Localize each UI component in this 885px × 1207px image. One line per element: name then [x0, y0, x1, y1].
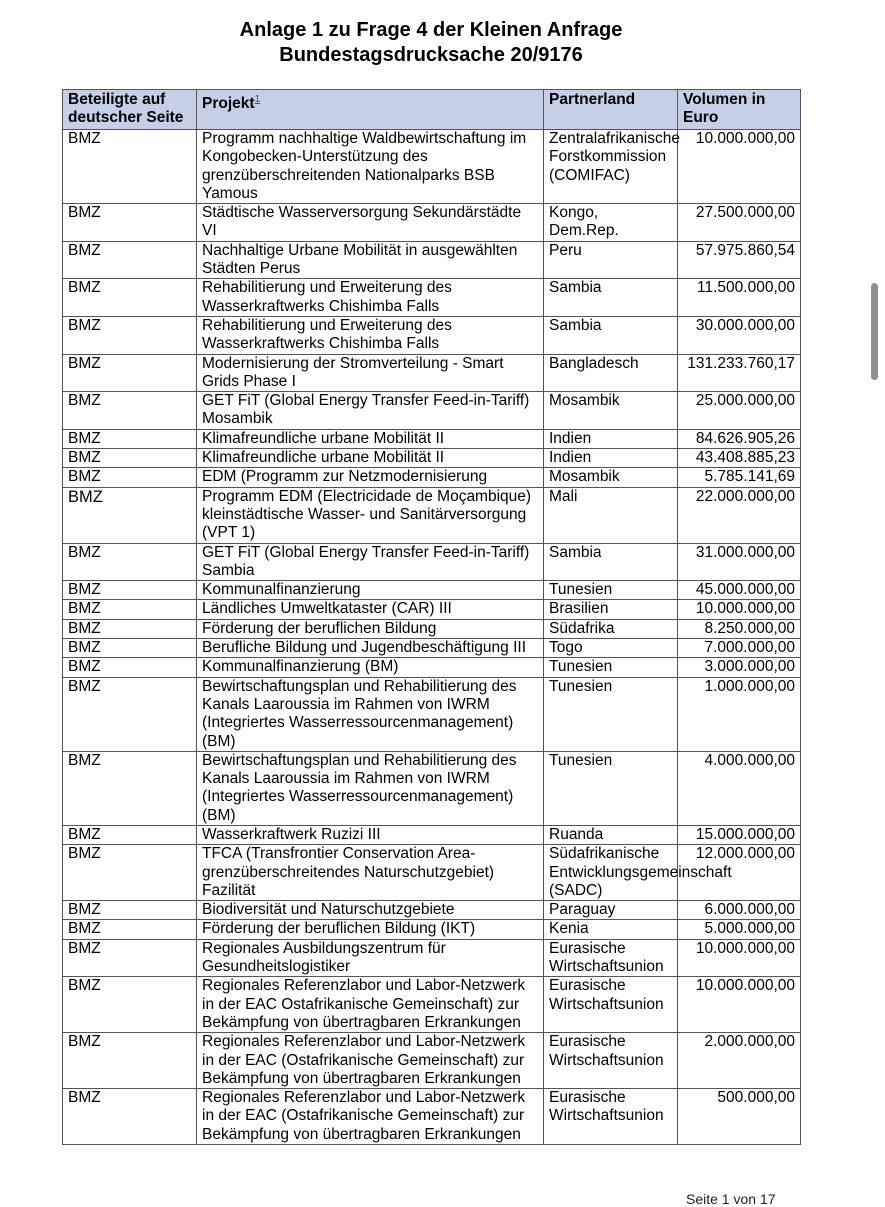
cell-institution: BMZ [63, 429, 197, 448]
cell-partner: Mosambik [544, 392, 678, 430]
cell-project: Modernisierung der Stromverteilung - Smart Grids Phase I [197, 354, 544, 392]
cell-volume: 2.000.000,00 [678, 1033, 801, 1089]
cell-volume: 22.000.000,00 [678, 487, 801, 543]
cell-volume: 131.233.760,17 [678, 354, 801, 392]
cell-volume: 5.000.000,00 [678, 920, 801, 939]
table-row [63, 130, 801, 204]
cell-institution: BMZ [63, 279, 197, 317]
cell-project: Rehabilitierung und Erweiterung des Wasserkraftwerks Chishimba Falls [197, 279, 544, 317]
cell-institution: BMZ [63, 619, 197, 638]
footnote-link[interactable]: 1 [254, 94, 261, 105]
cell-institution: BMZ [63, 354, 197, 392]
table-row [63, 449, 801, 468]
header-project-label: Projekt [202, 95, 255, 113]
cell-project: Bewirtschaftungsplan und Rehabilitierung des Kanals Laaroussia im Rahmen von IWRM (Integriertes Wasserressourcenmanagement) (BM) [197, 677, 544, 751]
page-number: Seite 1 von 17 [686, 1191, 776, 1207]
cell-partner: Mali [544, 487, 678, 543]
cell-volume: 10.000.000,00 [678, 939, 801, 977]
cell-institution: BMZ [63, 204, 197, 242]
cell-project: Programm nachhaltige Waldbewirtschaftung im Kongobecken-Unterstützung des grenzüberschreitenden Nationalparks BSB Yamous [197, 130, 544, 204]
cell-volume: 4.000.000,00 [678, 751, 801, 825]
cell-institution: BMZ [63, 581, 197, 600]
cell-partner: Bangladesch [544, 354, 678, 392]
cell-institution: BMZ [63, 600, 197, 619]
cell-partner: Zentralafrikanische Forstkommission (COMIFAC) [544, 130, 678, 204]
cell-project: EDM (Programm zur Netzmodernisierung [197, 468, 544, 487]
table-row [63, 487, 801, 543]
table-row [63, 241, 801, 279]
cell-project: Förderung der beruflichen Bildung (IKT) [197, 920, 544, 939]
cell-partner: Tunesien [544, 658, 678, 677]
cell-volume: 10.000.000,00 [678, 600, 801, 619]
cell-volume: 25.000.000,00 [678, 392, 801, 430]
cell-project: Regionales Referenzlabor und Labor-Netzwerk in der EAC (Ostafrikanische Gemeinschaft) zur Bekämpfung von übertragbaren Erkrankungen [197, 1089, 544, 1145]
title-line-1: Anlage 1 zu Frage 4 der Kleinen Anfrage [239, 19, 623, 41]
cell-volume: 10.000.000,00 [678, 130, 801, 204]
table-row [63, 658, 801, 677]
cell-project: Regionales Ausbildungszentrum für Gesundheitslogistiker [197, 939, 544, 977]
cell-volume: 3.000.000,00 [678, 658, 801, 677]
cell-institution: BMZ [63, 751, 197, 825]
table-row [63, 751, 801, 825]
cell-partner: Südafrika [544, 619, 678, 638]
cell-project: Klimafreundliche urbane Mobilität II [197, 449, 544, 468]
cell-institution: BMZ [63, 639, 197, 658]
table-row [63, 1089, 801, 1145]
cell-partner: Brasilien [544, 600, 678, 619]
cell-project: GET FiT (Global Energy Transfer Feed-in-Tariff) Sambia [197, 543, 544, 581]
cell-volume: 500.000,00 [678, 1089, 801, 1145]
table-row [63, 429, 801, 448]
cell-project: Bewirtschaftungsplan und Rehabilitierung des Kanals Laaroussia im Rahmen von IWRM (Integriertes Wasserressourcenmanagement) (BM) [197, 751, 544, 825]
cell-institution: BMZ [63, 1033, 197, 1089]
header-partner: Partnerland [544, 90, 678, 130]
cell-volume: 5.785.141,69 [678, 468, 801, 487]
cell-project: Kommunalfinanzierung (BM) [197, 658, 544, 677]
cell-volume: 1.000.000,00 [678, 677, 801, 751]
cell-volume: 30.000.000,00 [678, 316, 801, 354]
cell-partner: Tunesien [544, 751, 678, 825]
cell-volume: 11.500.000,00 [678, 279, 801, 317]
table-row [63, 939, 801, 977]
cell-institution: BMZ [63, 449, 197, 468]
cell-institution: BMZ [63, 487, 197, 543]
table-row [63, 619, 801, 638]
cell-volume: 7.000.000,00 [678, 639, 801, 658]
header-institution: Beteiligte auf deutscher Seite [63, 90, 197, 130]
cell-volume: 15.000.000,00 [678, 825, 801, 844]
cell-institution: BMZ [63, 543, 197, 581]
document-title [0, 18, 862, 68]
cell-project: Klimafreundliche urbane Mobilität II [197, 429, 544, 448]
cell-volume: 6.000.000,00 [678, 901, 801, 920]
table-row [63, 1033, 801, 1089]
title-line-2: Bundestagsdrucksache 20/9176 [279, 44, 583, 66]
cell-institution: BMZ [63, 939, 197, 977]
scrollbar-thumb[interactable] [871, 283, 878, 380]
cell-volume: 31.000.000,00 [678, 543, 801, 581]
projects-table [62, 89, 801, 1145]
cell-volume: 27.500.000,00 [678, 204, 801, 242]
cell-institution: BMZ [63, 241, 197, 279]
cell-project: Biodiversität und Naturschutzgebiete [197, 901, 544, 920]
cell-project: GET FiT (Global Energy Transfer Feed-in-Tariff) Mosambik [197, 392, 544, 430]
table-row [63, 677, 801, 751]
cell-partner: Kongo, Dem.Rep. [544, 204, 678, 242]
cell-partner: Ruanda [544, 825, 678, 844]
table-row [63, 600, 801, 619]
cell-partner: Sambia [544, 543, 678, 581]
cell-partner: Togo [544, 639, 678, 658]
cell-volume: 8.250.000,00 [678, 619, 801, 638]
cell-partner: Südafrikanische Entwicklungsgemeinschaft (SADC) [544, 845, 678, 901]
table-row [63, 543, 801, 581]
table-row [63, 354, 801, 392]
header-volume: Volumen in Euro [678, 90, 801, 130]
table-row [63, 279, 801, 317]
header-project [197, 90, 544, 130]
cell-institution: BMZ [63, 920, 197, 939]
cell-project: Kommunalfinanzierung [197, 581, 544, 600]
table-row [63, 845, 801, 901]
cell-project: Regionales Referenzlabor und Labor-Netzwerk in der EAC Ostafrikanische Gemeinschaft) zur Bekämpfung von übertragbaren Erkrankungen [197, 977, 544, 1033]
cell-project: Regionales Referenzlabor und Labor-Netzwerk in der EAC (Ostafrikanische Gemeinschaft) zur Bekämpfung von übertragbaren Erkrankungen [197, 1033, 544, 1089]
cell-project: Städtische Wasserversorgung Sekundärstädte VI [197, 204, 544, 242]
table-row [63, 316, 801, 354]
table-row [63, 581, 801, 600]
table-row [63, 901, 801, 920]
table-row [63, 204, 801, 242]
cell-volume: 12.000.000,00 [678, 845, 801, 901]
cell-project: Wasserkraftwerk Ruzizi III [197, 825, 544, 844]
table-body [63, 130, 801, 1145]
cell-project: Programm EDM (Electricidade de Moçambique) kleinstädtische Wasser- und Sanitärversorgung (VPT 1) [197, 487, 544, 543]
cell-institution: BMZ [63, 825, 197, 844]
cell-volume: 43.408.885,23 [678, 449, 801, 468]
cell-institution: BMZ [63, 677, 197, 751]
cell-institution: BMZ [63, 845, 197, 901]
cell-project: Rehabilitierung und Erweiterung des Wasserkraftwerks Chishimba Falls [197, 316, 544, 354]
cell-institution: BMZ [63, 392, 197, 430]
cell-institution: BMZ [63, 468, 197, 487]
cell-partner: Sambia [544, 316, 678, 354]
cell-partner: Sambia [544, 279, 678, 317]
cell-institution: BMZ [63, 658, 197, 677]
cell-partner: Eurasische Wirtschaftsunion [544, 977, 678, 1033]
cell-partner: Indien [544, 429, 678, 448]
cell-institution: BMZ [63, 316, 197, 354]
cell-project: Ländliches Umweltkataster (CAR) III [197, 600, 544, 619]
cell-partner: Peru [544, 241, 678, 279]
table-row [63, 639, 801, 658]
cell-partner: Eurasische Wirtschaftsunion [544, 939, 678, 977]
cell-partner: Tunesien [544, 677, 678, 751]
cell-institution: BMZ [63, 1089, 197, 1145]
cell-institution: BMZ [63, 977, 197, 1033]
cell-partner: Eurasische Wirtschaftsunion [544, 1033, 678, 1089]
cell-project: Förderung der beruflichen Bildung [197, 619, 544, 638]
table-header-row [63, 90, 801, 130]
cell-volume: 57.975.860,54 [678, 241, 801, 279]
cell-partner: Mosambik [544, 468, 678, 487]
table-row [63, 468, 801, 487]
cell-partner: Paraguay [544, 901, 678, 920]
cell-partner: Tunesien [544, 581, 678, 600]
cell-partner: Kenia [544, 920, 678, 939]
cell-volume: 84.626.905,26 [678, 429, 801, 448]
cell-project: TFCA (Transfrontier Conservation Area-grenzüberschreitendes Naturschutzgebiet) Fazilität [197, 845, 544, 901]
cell-partner: Eurasische Wirtschaftsunion [544, 1089, 678, 1145]
cell-volume: 45.000.000,00 [678, 581, 801, 600]
table-row [63, 920, 801, 939]
table-row [63, 977, 801, 1033]
cell-partner: Indien [544, 449, 678, 468]
table-row [63, 392, 801, 430]
cell-project: Berufliche Bildung und Jugendbeschäftigung III [197, 639, 544, 658]
cell-project: Nachhaltige Urbane Mobilität in ausgewählten Städten Perus [197, 241, 544, 279]
cell-institution: BMZ [63, 130, 197, 204]
cell-volume: 10.000.000,00 [678, 977, 801, 1033]
cell-institution: BMZ [63, 901, 197, 920]
table-row [63, 825, 801, 844]
